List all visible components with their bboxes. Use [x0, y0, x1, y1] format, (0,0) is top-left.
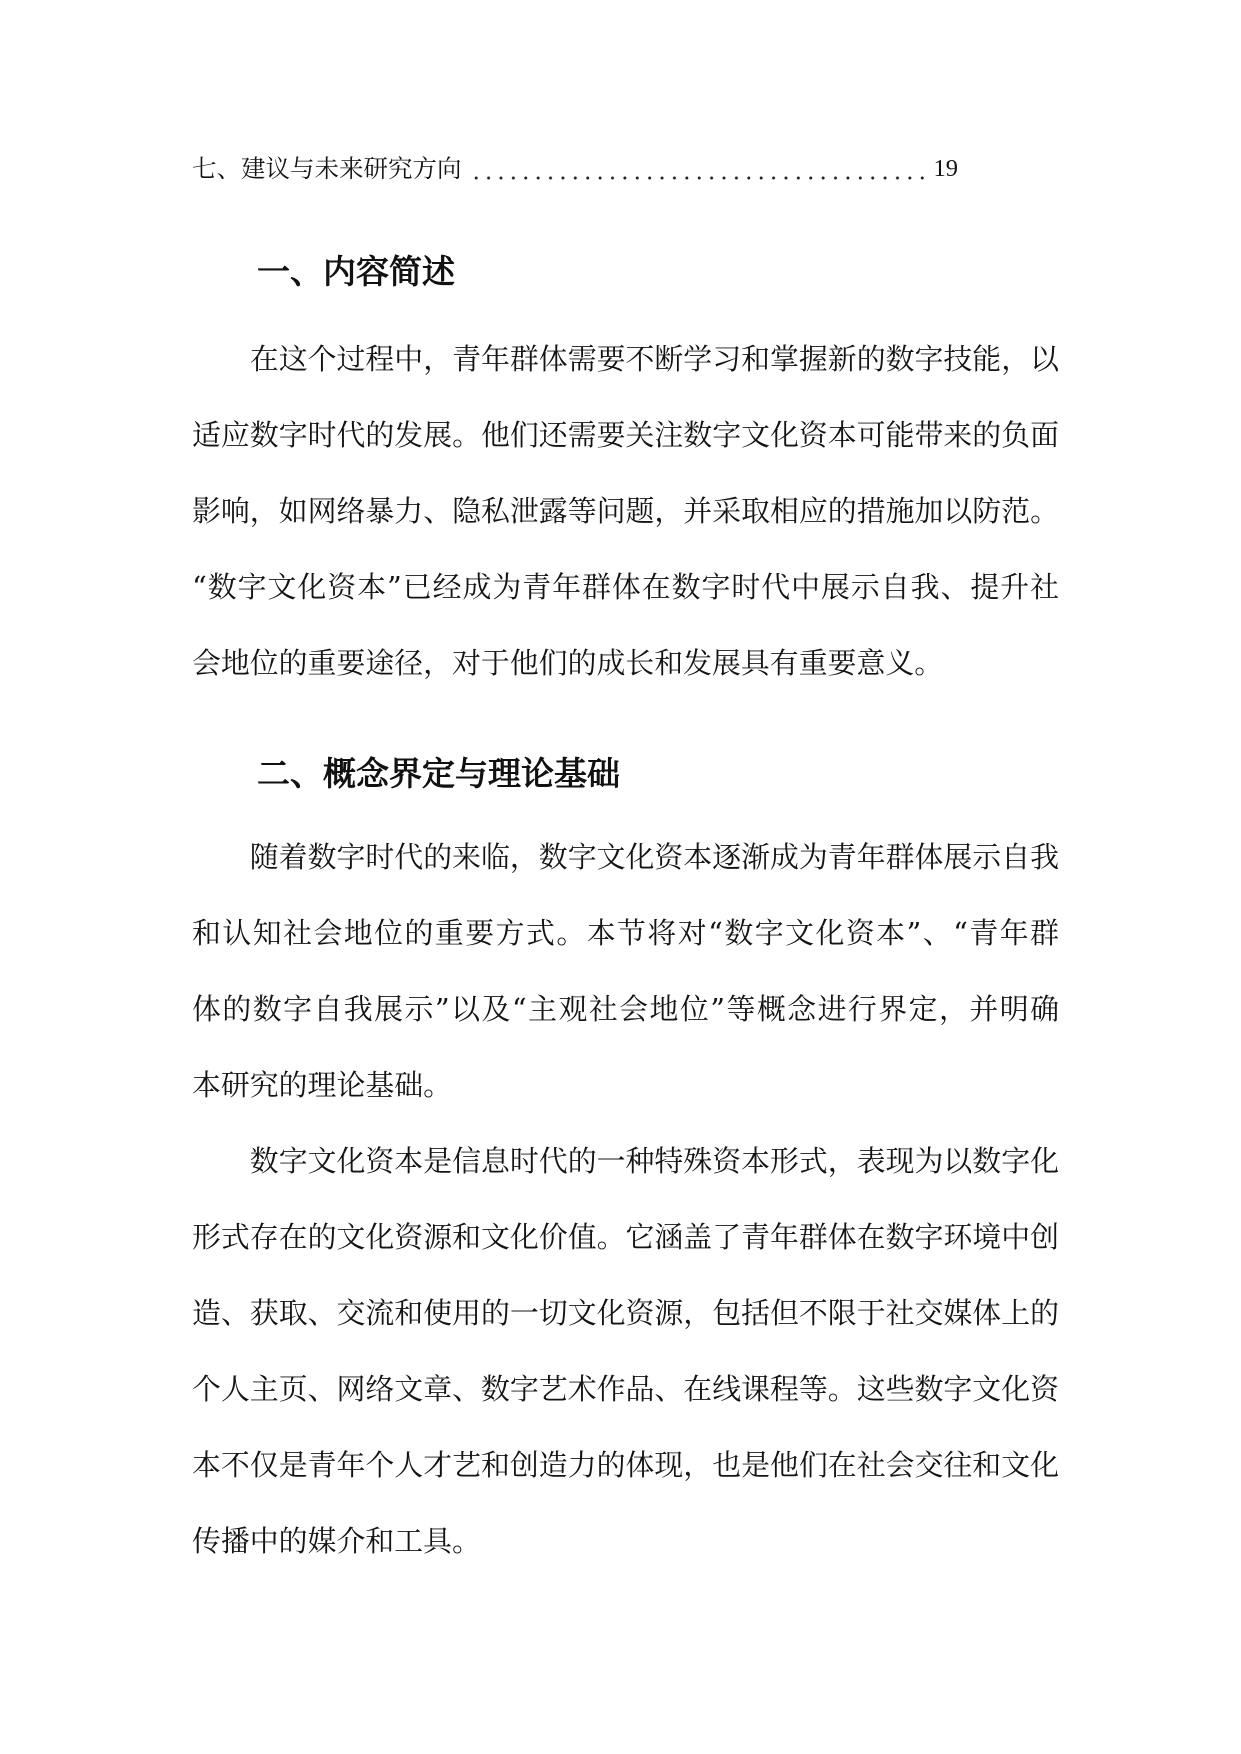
section-heading: 二、概念界定与理论基础: [257, 754, 620, 793]
section-heading: 一、内容简述: [257, 252, 455, 291]
paragraph: [192, 321, 1059, 701]
toc-entry[interactable]: [192, 150, 958, 188]
paragraph-line: 传播中的媒介和工具。: [192, 1524, 481, 1558]
paragraph-line: 随着数字时代的来临，数字文化资本逐渐成为青年群体展示自我: [249, 840, 1059, 874]
toc-entry-label: 七、建议与未来研究方向: [192, 154, 462, 183]
paragraph-line: 本不仅是青年个人才艺和创造力的体现，也是他们在社会交往和文化: [192, 1448, 1059, 1482]
paragraph-line: 形式存在的文化资源和文化价值。它涵盖了青年群体在数字环境中创: [192, 1220, 1059, 1254]
paragraph-line: 体的数字自我展示”以及“主观社会地位”等概念进行界定，并明确: [192, 992, 1059, 1026]
paragraph: [192, 819, 1059, 1123]
paragraph-line: 适应数字时代的发展。他们还需要关注数字文化资本可能带来的负面: [192, 418, 1059, 452]
paragraph-line: 在这个过程中，青年群体需要不断学习和掌握新的数字技能，以: [249, 342, 1059, 376]
paragraph-line: “数字文化资本”已经成为青年群体在数字时代中展示自我、提升社: [192, 570, 1059, 604]
paragraph: [192, 1123, 1059, 1579]
paragraph-line: 个人主页、网络文章、数字艺术作品、在线课程等。这些数字文化资: [192, 1372, 1059, 1406]
paragraph-line: 数字文化资本是信息时代的一种特殊资本形式，表现为以数字化: [249, 1144, 1059, 1178]
paragraph-line: 会地位的重要途径，对于他们的成长和发展具有重要意义。: [192, 646, 944, 680]
paragraph-line: 和认知社会地位的重要方式。本节将对“数字文化资本”、“青年群: [192, 916, 1059, 950]
paragraph-line: 造、获取、交流和使用的一切文化资源，包括但不限于社交媒体上的: [192, 1296, 1059, 1330]
toc-dot-leader: [468, 150, 930, 188]
paragraph-line: 本研究的理论基础。: [192, 1068, 453, 1102]
toc-page-number: 19: [933, 155, 958, 182]
paragraph-line: 影响，如网络暴力、隐私泄露等问题，并采取相应的措施加以防范。: [192, 494, 1059, 528]
